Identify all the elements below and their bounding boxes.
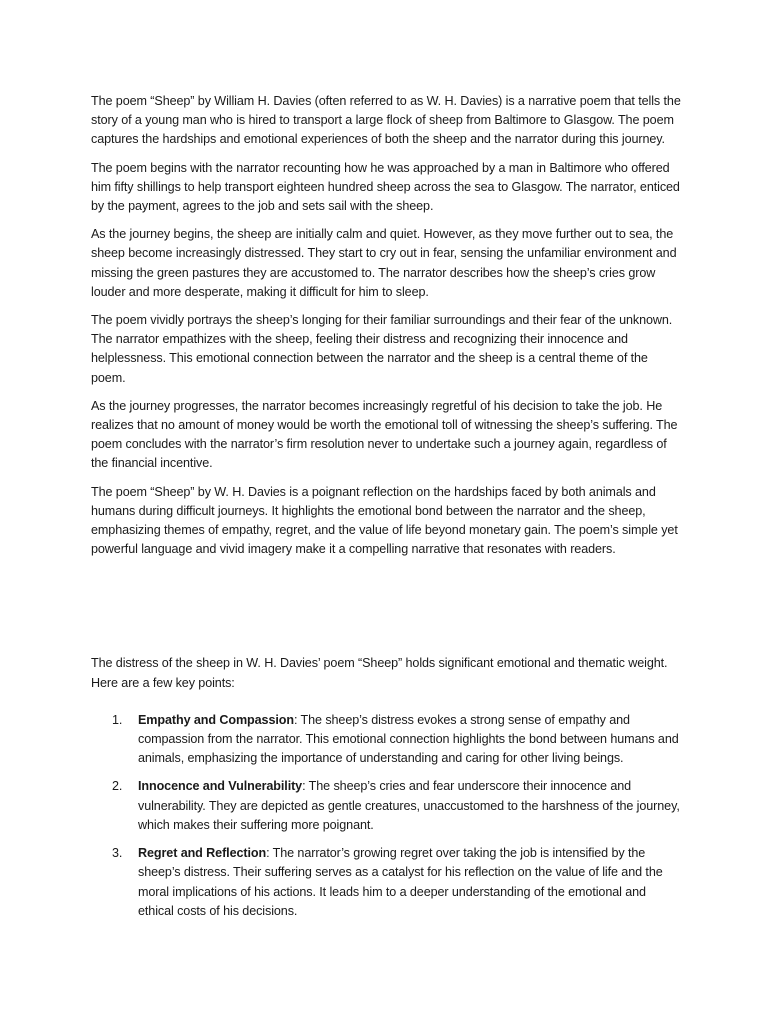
paragraph-longing: The poem vividly portrays the sheep’s longing for their familiar surroundings and their fear of the unknown. The narrator empathizes with the sheep, feeling their distress and recognizing their innocence and helplessness. This emotional connection between the narrator and the sheep is a central theme of the poem. [91,313,673,385]
list-item-text: : The sheep’s distress evokes a strong sense of empathy and compassion from the narrator. This emotional connection highlights the bond between humans and animals, emphasizing the importance of understanding and caring for other living beings. [138,712,679,766]
list-item-term: Regret and Reflection [138,846,267,861]
list-item-text: : The narrator’s growing regret over taking the job is intensified by the sheep’s distress. Their suffering serves as a catalyst for his reflection on the value of life and the moral implications of his actions. It leads him to a deeper understanding of the emotional and ethical costs of his decisions. [138,846,663,918]
section2-intro: The distress of the sheep in W. H. Davies’ poem “Sheep” holds significant emotional and thematic weight. Here are a few key points: [91,656,668,690]
list-item-number: 1. [112,712,123,727]
list-item [112,777,681,835]
paragraph-conclusion: The poem “Sheep” by W. H. Davies is a poignant reflection on the hardships faced by both animals and humans during difficult journeys. It highlights the emotional bond between the narrator and the sheep, emphasizing themes of empathy, regret, and the value of life beyond monetary gain. The poem’s simple yet powerful language and vivid imagery make it a compelling narrative that resonates with readers. [91,484,678,557]
list-item-number: 3. [112,846,123,861]
document-page [91,92,681,930]
list-item-term: Empathy and Compassion [138,712,294,727]
paragraph-intro: The poem “Sheep” by William H. Davies (often referred to as W. H. Davies) is a narrative poem that tells the story of a young man who is hired to transport a large flock of sheep from Baltimore to Glasgow. The poem captures the hardships and emotional experiences of both the sheep and the narrator during this journey. [91,94,681,147]
list-item-text: : The sheep’s cries and fear underscore their innocence and vulnerability. They are depicted as gentle creatures, unaccustomed to the harshness of the journey, which makes their suffering more poignant. [138,779,680,832]
paragraph-regret: As the journey progresses, the narrator becomes increasingly regretful of his decision to take the job. He realizes that no amount of money would be worth the emotional toll of witnessing the sheep’s suffering. The poem concludes with the narrator’s firm resolution never to undertake such a journey again, regardless of the financial incentive. [91,398,678,471]
list-item [112,844,681,921]
paragraph-narrator-approached: The poem begins with the narrator recounting how he was approached by a man in Baltimore who offered him fifty shillings to help transport eighteen hundred sheep across the sea to Glasgow. The narrator, enticed by the payment, agrees to the job and sets sail with the sheep. [91,160,680,214]
section-gap [91,568,681,654]
list-item-term: Innocence and Vulnerability [138,779,303,794]
paragraph-journey-begins: As the journey begins, the sheep are initially calm and quiet. However, as they move further out to sea, the sheep become increasingly distressed. They start to cry out in fear, sensing the unfamiliar environment and missing the green pastures they are accustomed to. The narrator describes how the sheep’s cries grow louder and more desperate, making it difficult for him to sleep. [91,227,677,299]
list-item-number: 2. [112,779,123,794]
key-points-list [91,711,681,921]
list-item [112,711,681,769]
